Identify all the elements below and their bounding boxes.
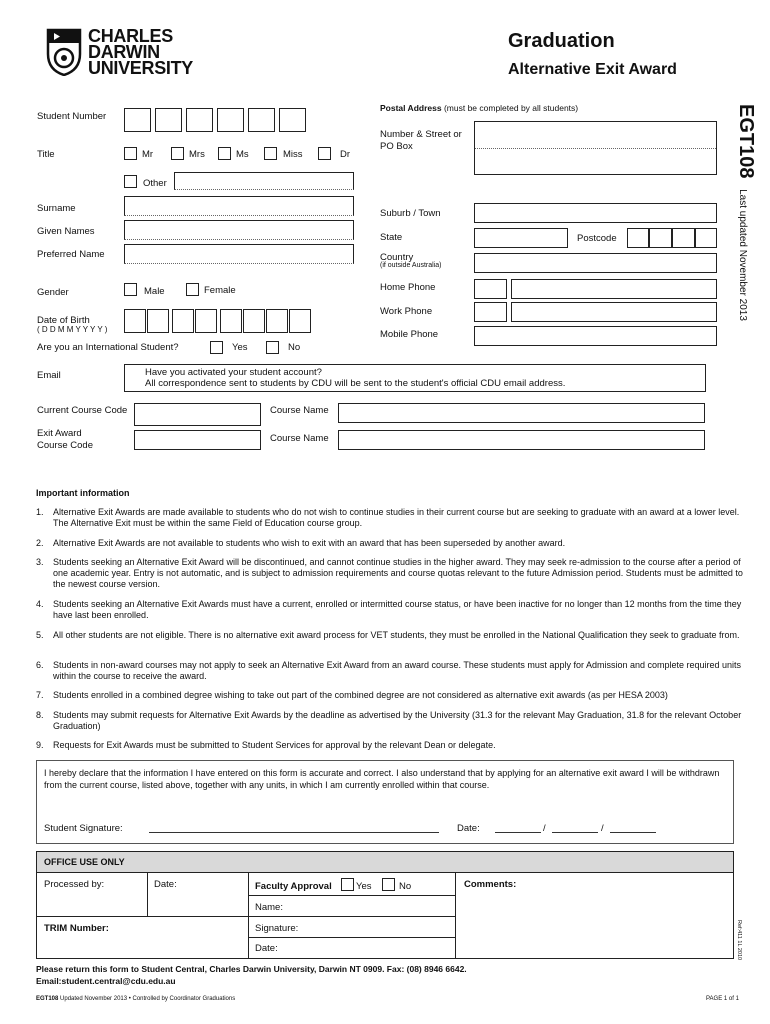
info-item-number: 1. xyxy=(36,507,44,517)
signature-label: Student Signature: xyxy=(44,823,123,834)
info-item xyxy=(36,507,746,529)
street-label-1: Number & Street or xyxy=(380,129,462,140)
dob-format: ( D D M M Y Y Y Y ) xyxy=(37,325,108,334)
footer-left xyxy=(36,996,235,1002)
footer-code: EGT108 xyxy=(36,996,59,1002)
title-ms-checkbox[interactable] xyxy=(218,147,231,160)
title-dr-checkbox[interactable] xyxy=(318,147,331,160)
info-item xyxy=(36,690,746,701)
office-name-label: Name: xyxy=(255,902,283,913)
country-input[interactable] xyxy=(474,253,717,273)
student-number-digit[interactable] xyxy=(217,108,244,132)
last-updated: Last updated November 2013 xyxy=(737,189,748,321)
title-dr-label: Dr xyxy=(340,149,351,160)
country-note: (if outside Australia) xyxy=(380,262,442,269)
work-phone-input[interactable] xyxy=(511,302,717,322)
postal-address-label: Postal Address xyxy=(380,103,442,113)
return-instructions-2: Email:student.central@cdu.edu.au xyxy=(36,976,176,986)
info-item-text: All other students are not eligible. There is no alternative exit award process for VET students, they must be enrolled in the National Qualification they seek to graduate from. xyxy=(53,630,740,640)
office-divider xyxy=(248,937,455,938)
student-number-digit[interactable] xyxy=(248,108,275,132)
mobile-phone-input[interactable] xyxy=(474,326,717,346)
info-item-number: 6. xyxy=(36,660,44,670)
current-course-code-label: Current Course Code xyxy=(37,405,128,416)
student-number-label: Student Number xyxy=(37,111,107,122)
info-item-number: 2. xyxy=(36,538,44,548)
state-input[interactable] xyxy=(474,228,568,248)
office-divider xyxy=(248,895,455,896)
info-item-number: 9. xyxy=(36,740,44,750)
info-item-number: 8. xyxy=(36,710,44,720)
faculty-approval-no-checkbox[interactable] xyxy=(382,878,395,891)
info-item-text: Alternative Exit Awards are not available to students who wish to exit with an award that has been superseded by another award. xyxy=(53,538,566,548)
postal-address-heading xyxy=(380,103,578,113)
cdu-shield-icon xyxy=(46,28,82,76)
dob-digit[interactable] xyxy=(266,309,288,333)
student-number-digit[interactable] xyxy=(124,108,151,132)
form-title: Graduation xyxy=(508,30,615,52)
info-item xyxy=(36,599,746,621)
preferred-name-label: Preferred Name xyxy=(37,249,105,260)
postcode-digit[interactable] xyxy=(627,228,649,248)
street-label-2: PO Box xyxy=(380,141,413,152)
current-course-name-input[interactable] xyxy=(338,403,705,423)
title-miss-label: Miss xyxy=(283,149,303,160)
return-instructions-1: Please return this form to Student Central, Charles Darwin University, Darwin NT 0909. Fax: (08) 8946 6642. xyxy=(36,964,467,974)
processed-by-label: Processed by: xyxy=(44,879,105,890)
office-divider xyxy=(455,872,456,958)
office-divider xyxy=(147,872,148,916)
exit-award-label-1: Exit Award xyxy=(37,428,82,439)
date-slash: / xyxy=(601,823,604,834)
title-mrs-checkbox[interactable] xyxy=(171,147,184,160)
title-other-label: Other xyxy=(143,178,167,189)
postcode-label: Postcode xyxy=(577,233,617,244)
given-names-input[interactable] xyxy=(124,220,354,240)
form-code: EGT108 xyxy=(735,104,757,179)
info-item-text: Students enrolled in a combined degree wishing to take out part of the combined degree are not considered as alternative exit awards (as per HESA 2003) xyxy=(53,690,668,700)
international-yes-checkbox[interactable] xyxy=(210,341,223,354)
faculty-approval-label: Faculty Approval xyxy=(255,881,332,892)
surname-label: Surname xyxy=(37,203,76,214)
form-subtitle: Alternative Exit Award xyxy=(508,61,677,78)
exit-award-code-input[interactable] xyxy=(134,430,261,450)
vertical-form-code xyxy=(734,104,757,321)
home-phone-label: Home Phone xyxy=(380,282,436,293)
student-number-digit[interactable] xyxy=(155,108,182,132)
declaration-text: I hereby declare that the information I have entered on this form is accurate and correct. I also understand that by applying for an alternative exit award I will be withdrawn from the current course, listed above, together with any units, in which I am currently enrolled within that course. xyxy=(44,768,720,790)
given-names-label: Given Names xyxy=(37,226,95,237)
office-date-label: Date: xyxy=(154,879,177,890)
home-phone-area-input[interactable] xyxy=(474,279,507,299)
info-item-number: 5. xyxy=(36,630,44,640)
dob-digit[interactable] xyxy=(243,309,265,333)
exit-course-name-input[interactable] xyxy=(338,430,705,450)
date-slash: / xyxy=(543,823,546,834)
faculty-approval-yes-label: Yes xyxy=(356,881,372,892)
footer-updated: Updated November 2013 • Controlled by Coordinator Graduations xyxy=(60,996,236,1002)
date-year-line[interactable] xyxy=(610,832,656,833)
faculty-approval-no-label: No xyxy=(399,881,412,892)
info-item xyxy=(36,557,746,590)
gender-female-checkbox[interactable] xyxy=(186,283,199,296)
info-item-text: Students seeking an Alternative Exit Award will be discontinued, and cannot continue studies in the higher award. They may seek re-admission to the course after a period of one academic year. Entry is not automatic, and is subject to admission requirements and course quotas relevant to the future Admission period. Students must be admitted to the newest course version. xyxy=(53,557,743,589)
office-divider xyxy=(37,916,248,917)
work-phone-area-input[interactable] xyxy=(474,302,507,322)
email-note-1: Have you activated your student account? xyxy=(145,367,322,378)
dob-digit[interactable] xyxy=(195,309,217,333)
office-signature-label: Signature: xyxy=(255,923,299,934)
title-mrs-label: Mrs xyxy=(189,149,205,160)
suburb-label: Suburb / Town xyxy=(380,208,441,219)
side-reference: Ref:411 1L 2010 xyxy=(736,920,742,961)
office-use-heading: OFFICE USE ONLY xyxy=(44,857,125,867)
office-date2-label: Date: xyxy=(255,943,278,954)
info-item-number: 7. xyxy=(36,690,44,700)
mobile-phone-label: Mobile Phone xyxy=(380,329,439,340)
international-yes-label: Yes xyxy=(232,342,248,353)
gender-male-checkbox[interactable] xyxy=(124,283,137,296)
dob-digit[interactable] xyxy=(172,309,194,333)
dob-digit[interactable] xyxy=(220,309,242,333)
gender-label: Gender xyxy=(37,287,69,298)
office-use-box xyxy=(36,851,734,959)
declaration-box xyxy=(36,760,734,844)
state-label: State xyxy=(380,232,403,243)
email-input[interactable] xyxy=(124,364,706,392)
international-no-checkbox[interactable] xyxy=(266,341,279,354)
street-input[interactable] xyxy=(474,121,717,175)
current-course-code-input[interactable] xyxy=(134,403,261,426)
exit-course-name-label: Course Name xyxy=(270,433,329,444)
info-item xyxy=(36,630,746,652)
student-number-digit[interactable] xyxy=(279,108,306,132)
trim-number-label: TRIM Number: xyxy=(44,923,109,934)
postcode-digit[interactable] xyxy=(649,228,672,248)
info-item-number: 4. xyxy=(36,599,44,609)
international-label: Are you an International Student? xyxy=(37,342,179,353)
info-item-text: Alternative Exit Awards are made available to students who do not wish to continue studies in their current course but are seeking to graduate with an award at a lower level. The Alternative Exit must be within the same Field of Education course group. xyxy=(53,507,740,528)
email-note-2: All correspondence sent to students by CDU will be sent to the student's official CDU email address. xyxy=(145,378,566,389)
info-item xyxy=(36,710,746,732)
work-phone-label: Work Phone xyxy=(380,306,433,317)
dob-label: Date of Birth xyxy=(37,315,90,326)
international-no-label: No xyxy=(288,342,301,353)
suburb-input[interactable] xyxy=(474,203,717,223)
faculty-approval-yes-checkbox[interactable] xyxy=(341,878,354,891)
page-number: PAGE 1 of 1 xyxy=(706,996,739,1002)
date-day-line[interactable] xyxy=(495,832,541,833)
office-divider xyxy=(248,916,455,917)
title-mr-label: Mr xyxy=(142,149,154,160)
info-item xyxy=(36,538,746,549)
date-label: Date: xyxy=(457,823,480,834)
gender-male-label: Male xyxy=(144,286,165,297)
office-divider xyxy=(248,872,249,958)
office-use-header xyxy=(37,852,733,872)
info-item-number: 3. xyxy=(36,557,44,567)
logo xyxy=(46,28,226,80)
postcode-digit[interactable] xyxy=(695,228,717,248)
title-other-checkbox[interactable] xyxy=(124,175,137,188)
dob-digit[interactable] xyxy=(124,309,146,333)
comments-label: Comments: xyxy=(464,879,517,890)
title-label: Title xyxy=(37,149,55,160)
logo-line-1: CHARLES xyxy=(88,26,173,46)
logo-line-3: UNIVERSITY xyxy=(88,58,194,78)
student-number-digit[interactable] xyxy=(186,108,213,132)
logo-line-2: DARWIN xyxy=(88,42,160,62)
home-phone-input[interactable] xyxy=(511,279,717,299)
exit-award-label-2: Course Code xyxy=(37,440,93,451)
postcode-digit[interactable] xyxy=(672,228,695,248)
info-item xyxy=(36,660,746,682)
info-item-text: Students may submit requests for Alternative Exit Awards by the deadline as advertised by the University (31.3 for the relevant May Graduation, 31.8 for the relevant October Graduation) xyxy=(53,710,742,731)
current-course-name-label: Course Name xyxy=(270,405,329,416)
signature-line[interactable] xyxy=(149,832,439,833)
email-label: Email xyxy=(37,370,61,381)
important-info-heading: Important information xyxy=(36,488,130,498)
surname-input[interactable] xyxy=(124,196,354,216)
title-ms-label: Ms xyxy=(236,149,249,160)
preferred-name-input[interactable] xyxy=(124,244,354,264)
info-item-text: Students in non-award courses may not apply to seek an Alternative Exit Award from an award course. These students must apply for Admission and complete required units within the course to receive the award. xyxy=(53,660,742,681)
info-item xyxy=(36,740,746,751)
info-item-text: Requests for Exit Awards must be submitted to Student Services for approval by the relevant Dean or delegate. xyxy=(53,740,496,750)
postal-address-note: (must be completed by all students) xyxy=(443,103,579,113)
gender-female-label: Female xyxy=(204,285,236,296)
title-mr-checkbox[interactable] xyxy=(124,147,137,160)
title-other-input[interactable] xyxy=(174,172,354,190)
country-label: Country xyxy=(380,252,414,263)
office-divider xyxy=(37,872,733,873)
info-item-text: Students seeking an Alternative Exit Awards must have a current, enrolled or intermitted course status, or have been inactive for no longer than 12 months from the time they have last been enrolled. xyxy=(53,599,742,620)
date-month-line[interactable] xyxy=(552,832,598,833)
dob-digit[interactable] xyxy=(289,309,311,333)
dob-digit[interactable] xyxy=(147,309,169,333)
title-miss-checkbox[interactable] xyxy=(264,147,277,160)
